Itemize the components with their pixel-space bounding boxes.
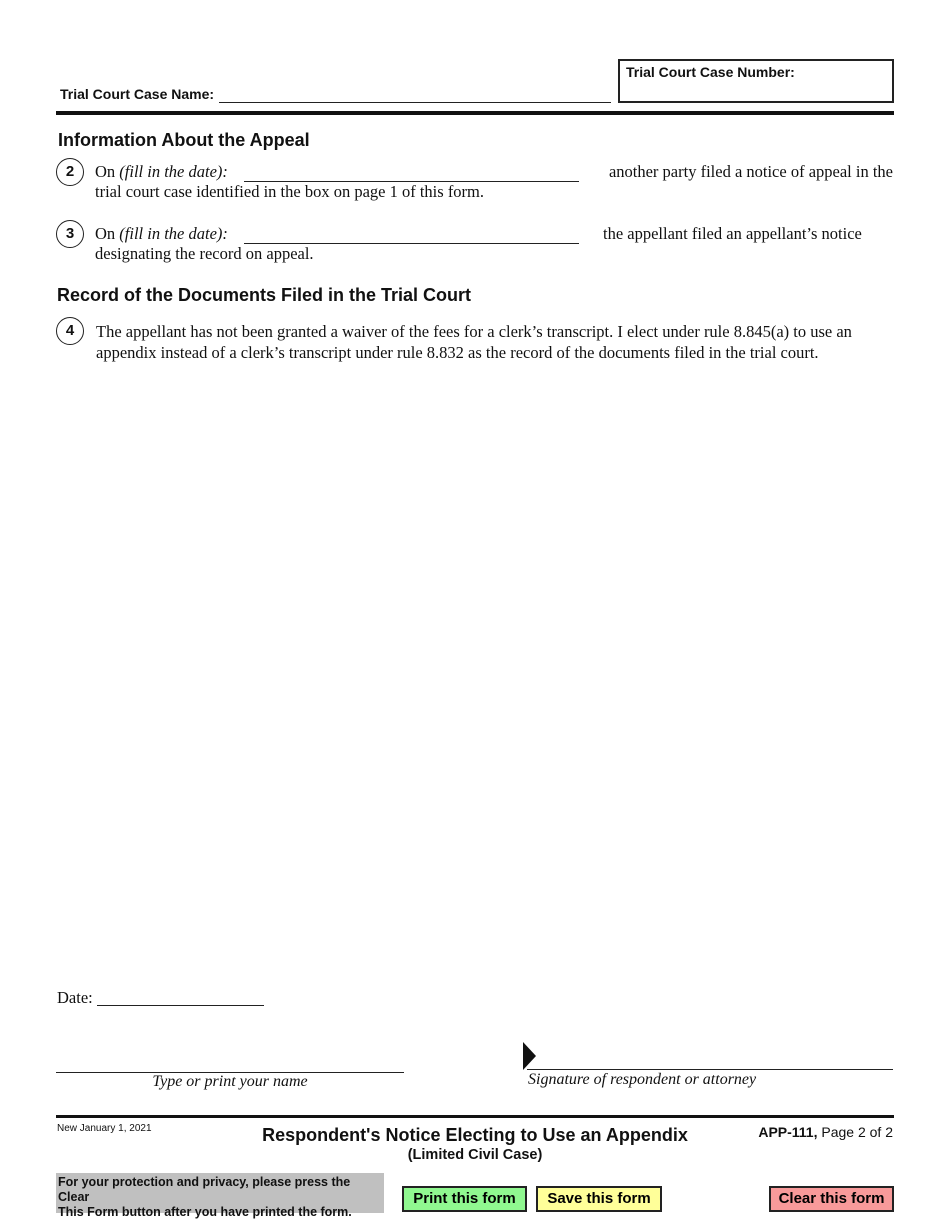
case-number-field[interactable] — [618, 59, 894, 103]
form-id — [758, 1124, 893, 1140]
item-4-line2: appendix instead of a clerk’s transcript under rule 8.832 as the record of the documents filed in the trial court. — [96, 343, 819, 362]
privacy-notice — [56, 1173, 384, 1219]
signature-arrow-icon — [523, 1042, 536, 1070]
case-number-label: Trial Court Case Number: — [626, 64, 795, 80]
item-3-after-text: the appellant filed an appellant’s notice — [603, 224, 862, 243]
item-4-line1: The appellant has not been granted a waiver of the fees for a clerk’s transcript. I elect under rule 8.845(a) to use an — [96, 322, 852, 341]
item-2-after-text: another party filed a notice of appeal in the — [608, 162, 893, 181]
signature-caption: Signature of respondent or attorney — [528, 1071, 757, 1088]
form-subtitle: (Limited Civil Case) — [407, 1147, 543, 1163]
printed-name-caption: Type or print your name — [152, 1073, 308, 1090]
privacy-line-1: For your protection and privacy, please press the Clear — [58, 1175, 351, 1204]
date-field[interactable] — [97, 1005, 264, 1006]
item-2-on: On — [95, 162, 116, 181]
signature-field[interactable] — [527, 1069, 893, 1070]
item-2-fill-hint: (fill in the date): — [119, 162, 228, 181]
case-name-label: Trial Court Case Name: — [60, 86, 215, 102]
revision-date: New January 1, 2021 — [57, 1123, 152, 1134]
item-2-line2: trial court case identified in the box on page 1 of this form. — [95, 182, 485, 201]
item-3-line2: designating the record on appeal. — [95, 244, 314, 263]
clear-button[interactable]: Clear this form — [769, 1186, 894, 1212]
section-title-appeal: Information About the Appeal — [58, 130, 310, 150]
date-label: Date: — [57, 988, 93, 1007]
print-button[interactable]: Print this form — [402, 1186, 527, 1212]
item-3-prefix — [95, 224, 228, 244]
item-2-number: 2 — [56, 158, 84, 186]
header-divider — [56, 111, 894, 115]
item-3-number: 3 — [56, 220, 84, 248]
item-3-fill-hint: (fill in the date): — [119, 224, 228, 243]
case-name-field[interactable] — [219, 102, 611, 103]
form-number: APP-111, — [758, 1124, 818, 1140]
save-button[interactable]: Save this form — [536, 1186, 662, 1212]
item-3-on: On — [95, 224, 116, 243]
item-4-text — [96, 321, 896, 363]
page-number: Page 2 of 2 — [821, 1124, 893, 1140]
section-title-record: Record of the Documents Filed in the Trial Court — [57, 285, 472, 305]
item-2-prefix — [95, 162, 228, 182]
item-4-number: 4 — [56, 317, 84, 345]
privacy-line-2: This Form button after you have printed the form. — [58, 1205, 352, 1219]
footer-divider — [56, 1115, 894, 1118]
form-title: Respondent's Notice Electing to Use an Appendix — [262, 1125, 688, 1145]
